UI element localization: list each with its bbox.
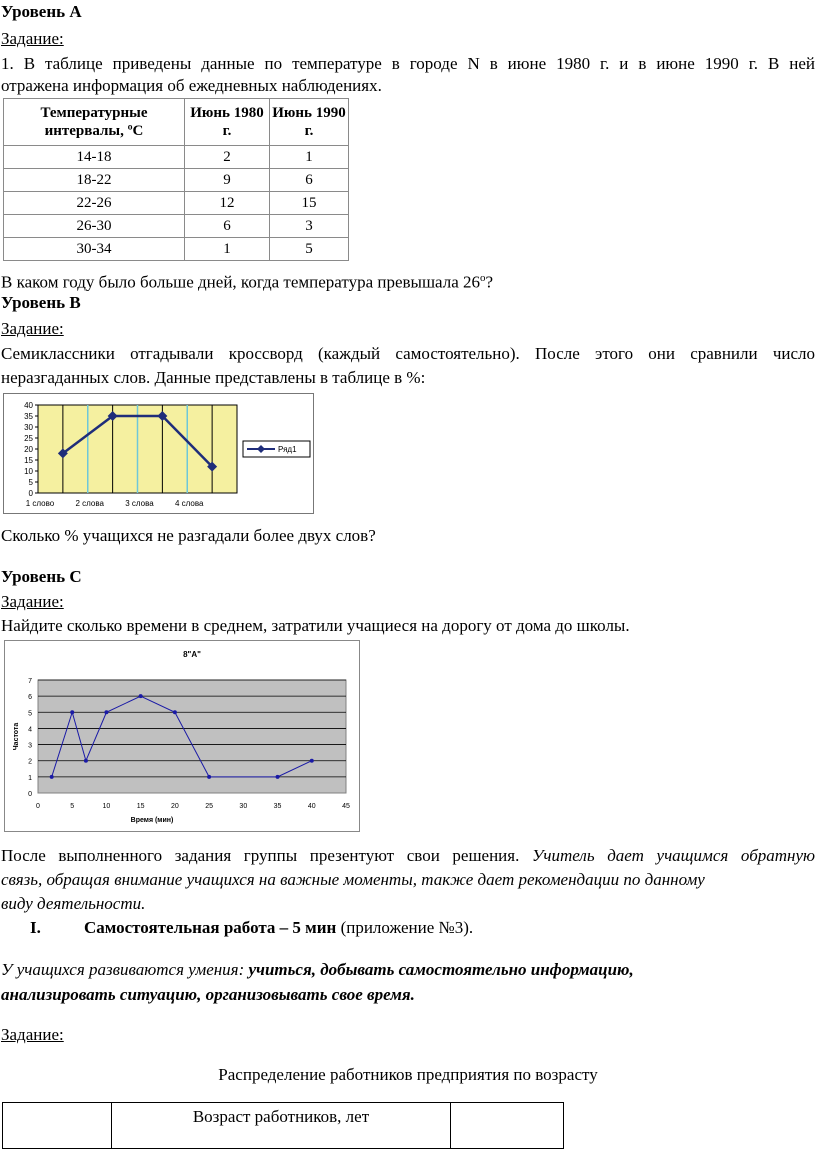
table-cell: 3 bbox=[270, 215, 349, 238]
after-line2: связь, обращая внимание учащихся на важные моменты, также дает рекомендации по данному bbox=[1, 870, 705, 889]
question-end: ? bbox=[485, 272, 494, 292]
y-tick-label: 5 bbox=[28, 710, 32, 718]
x-tick-label: 40 bbox=[307, 803, 316, 810]
y-tick-label: 3 bbox=[28, 742, 32, 750]
table-cell: 9 bbox=[185, 169, 270, 192]
plot-area bbox=[38, 680, 346, 793]
chart-title: 8"А" bbox=[183, 650, 201, 659]
data-point bbox=[139, 694, 143, 698]
distribution-title: Распределение работников предприятия по возрасту bbox=[218, 1065, 598, 1084]
table-cell: 26-30 bbox=[4, 215, 185, 238]
age-table bbox=[2, 1102, 564, 1149]
table-cell: 6 bbox=[185, 215, 270, 238]
temperature-table bbox=[3, 98, 349, 261]
x-tick-label: 35 bbox=[273, 803, 282, 810]
level-a-question bbox=[1, 267, 493, 294]
after-line1-normal: После выполненного задания группы презентуют свои решения. bbox=[1, 846, 532, 865]
data-point bbox=[70, 710, 74, 714]
x-tick-label: 0 bbox=[36, 803, 40, 810]
x-tick-label: 2 слова bbox=[75, 499, 104, 508]
y-tick-label: 0 bbox=[28, 489, 33, 498]
section-title: Самостоятельная работа – 5 мин bbox=[84, 918, 337, 937]
level-c-text-line1: Найдите сколько времени в среднем, затратили учащиеся на дорогу от дома до школы. bbox=[1, 616, 630, 635]
table-cell: 18-22 bbox=[4, 169, 185, 192]
after-line1-italic: Учитель дает учащимся обратную bbox=[531, 846, 815, 865]
data-point bbox=[84, 759, 88, 763]
y-tick-label: 4 bbox=[28, 726, 32, 734]
level-a-heading: Уровень А bbox=[1, 2, 82, 21]
table-cell: 1 bbox=[270, 146, 349, 169]
x-tick-label: 15 bbox=[136, 803, 145, 810]
table-header: Июнь 1980 г. bbox=[185, 99, 270, 146]
section-heading bbox=[30, 917, 473, 939]
level-a-text-line2: отражена информация об ежедневных наблюдениях. bbox=[1, 76, 382, 95]
y-axis-label: Частота bbox=[13, 722, 20, 751]
table-cell bbox=[3, 1103, 112, 1149]
table-cell: 1 bbox=[185, 238, 270, 261]
skills-line1 bbox=[1, 959, 634, 981]
data-point bbox=[104, 710, 108, 714]
y-tick-label: 25 bbox=[24, 434, 33, 443]
level-b-heading: Уровень В bbox=[1, 293, 81, 312]
y-tick-label: 40 bbox=[24, 401, 33, 410]
data-point bbox=[276, 775, 280, 779]
x-tick-label: 30 bbox=[239, 803, 248, 810]
after-task-label: Задание: bbox=[1, 1025, 64, 1044]
legend-label: Ряд1 bbox=[278, 445, 297, 454]
y-tick-label: 7 bbox=[28, 678, 32, 685]
y-tick-label: 20 bbox=[24, 445, 33, 454]
section-number: I. bbox=[30, 918, 41, 937]
y-tick-label: 2 bbox=[28, 758, 32, 766]
y-tick-label: 0 bbox=[28, 791, 32, 798]
x-tick-label: 4 слова bbox=[175, 499, 204, 508]
table-header: Июнь 1990 г. bbox=[270, 99, 349, 146]
x-axis-label: Время (мин) bbox=[130, 817, 174, 824]
data-point bbox=[50, 775, 54, 779]
y-tick-label: 15 bbox=[24, 456, 33, 465]
table-header: Температурные интервалы, ºС bbox=[4, 99, 185, 146]
y-tick-label: 30 bbox=[24, 423, 33, 432]
data-point bbox=[173, 710, 177, 714]
crossword-chart bbox=[3, 393, 315, 515]
after-line1 bbox=[1, 845, 815, 867]
level-b-task-label: Задание: bbox=[1, 319, 64, 338]
question-text: В каком году было больше дней, когда температура превышала 26 bbox=[1, 272, 481, 292]
travel-time-chart bbox=[4, 640, 360, 832]
skills-line2: анализировать ситуацию, организовывать свое время. bbox=[1, 985, 415, 1004]
level-a-task-label: Задание: bbox=[1, 29, 64, 48]
x-tick-label: 25 bbox=[205, 803, 214, 810]
level-b-text-line1: Семиклассники отгадывали кроссворд (каждый самостоятельно). После этого они сравнили число bbox=[1, 344, 815, 363]
degree-sup: о bbox=[480, 272, 486, 284]
table-cell: 14-18 bbox=[4, 146, 185, 169]
x-tick-label: 20 bbox=[170, 803, 179, 810]
x-tick-label: 10 bbox=[102, 803, 111, 810]
skills-italic: У учащихся развиваются умения: bbox=[1, 960, 249, 979]
data-point bbox=[207, 775, 211, 779]
table-cell bbox=[451, 1103, 564, 1149]
level-c-task-label: Задание: bbox=[1, 592, 64, 611]
level-a-text-line1: 1. В таблице приведены данные по температуре в городе N в июне 1980 г. и в июне 1990 г. В ней bbox=[1, 54, 815, 73]
y-tick-label: 35 bbox=[24, 412, 33, 421]
after-line3: виду деятельности. bbox=[1, 894, 146, 913]
y-tick-label: 5 bbox=[28, 478, 33, 487]
x-tick-label: 3 слова bbox=[125, 499, 154, 508]
table-cell: 12 bbox=[185, 192, 270, 215]
table-cell: 2 bbox=[185, 146, 270, 169]
y-tick-label: 1 bbox=[28, 774, 32, 782]
level-b-text-line2: неразгаданных слов. Данные представлены в таблице в %: bbox=[1, 368, 426, 387]
x-tick-label: 45 bbox=[342, 803, 350, 810]
table-cell: 30-34 bbox=[4, 238, 185, 261]
x-tick-label: 5 bbox=[70, 803, 75, 810]
data-point bbox=[310, 759, 314, 763]
x-tick-label: 1 слово bbox=[25, 499, 55, 508]
skills-bold1: учиться, добывать самостоятельно информацию, bbox=[248, 960, 634, 979]
table-cell: 6 bbox=[270, 169, 349, 192]
y-tick-label: 10 bbox=[24, 467, 33, 476]
level-b-question: Сколько % учащихся не разгадали более двух слов? bbox=[1, 526, 376, 545]
table-cell: 5 bbox=[270, 238, 349, 261]
table-cell: 22-26 bbox=[4, 192, 185, 215]
section-rest: (приложение №3). bbox=[336, 918, 474, 937]
y-tick-label: 6 bbox=[28, 694, 32, 702]
table-cell: 15 bbox=[270, 192, 349, 215]
table-header: Возраст работников, лет bbox=[112, 1103, 451, 1149]
level-c-heading: Уровень С bbox=[1, 567, 82, 586]
